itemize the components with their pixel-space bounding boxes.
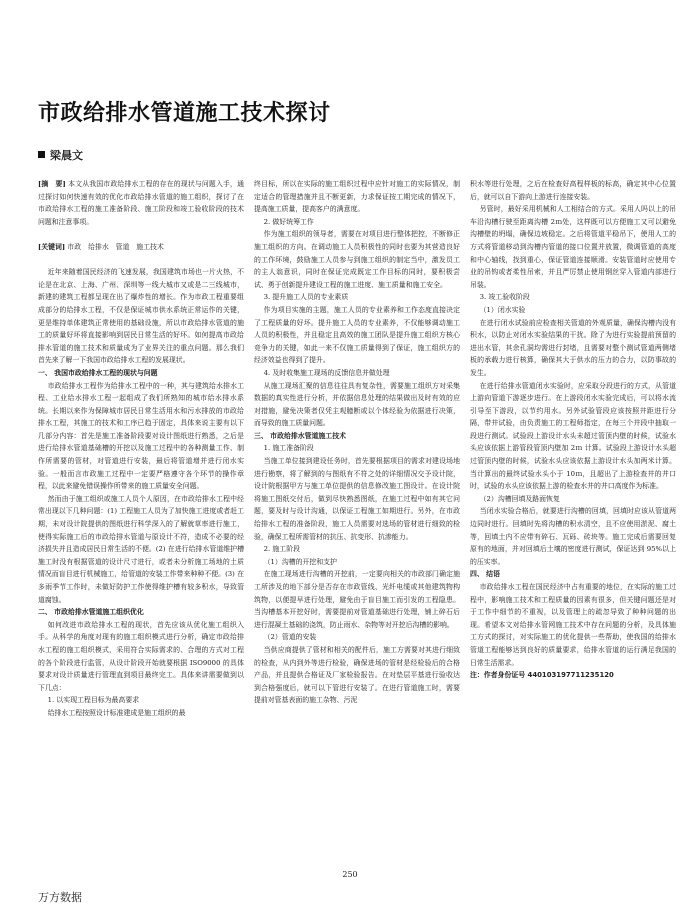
paragraph: 1. 以实现工程目标为最高要求 xyxy=(47,696,140,705)
paragraph: 2. 施工阶段 xyxy=(263,545,300,554)
paragraph: 3. 提升施工人员的专业素质 xyxy=(263,293,349,302)
paragraph: 市政给排水工程作为给排水工程中的一种，其与建筑给水排水工程、工业给水排水工程一起组成了我们所熟知的城市给水排水系统。长期以来作为保障城市居民日常生活用水和污水排放的市政给排水工程，其施工的技术和工序已趋于固定，具体来说主要有以下几部分内容：首先是施工准备阶段要对设计图纸进行熟悉，之后是进行给排水管道基础槽的开挖以及施工过程中的各种测量工作、制作所需要的管材，对管道进行安装，最后将管道增并进行闭水实验。一般而言市政施工过程中一定要严格遵守各个环节的操作章程，以此来避免错误操作所带来的施工质量安全问题。 xyxy=(38,381,244,491)
section-heading: 二、 市政给排水管道施工组织优化 xyxy=(38,608,144,617)
paragraph: 另管时，最好采用机械和人工相结合的方式。采用人吗以上的吊车沿沟槽行驶至距离沟槽 2ｍ处，这样既可以方便施工又可以避免沟槽壁的坍塌，确保边坡稳定。之后将管道平稳吊下，使用人工的方式将管道移动到沟槽内管道的接口位置并放置，微调管道的高度和中心轴线，找到重心，保证管道连接顺滑。安装管道时应使用专业的吊钩或者柔性吊索，并且严厉禁止使用钢丝穿入管道内部进行吊装。 xyxy=(470,205,676,289)
paragraph: 终目标，所以在实际的施工组织过程中应针对施工的实际情况，制定适合的管理措施并且不断更新，力求保证按工期完成的情况下，提高施工质量，提高客户的满意度。 xyxy=(254,180,460,214)
section-heading: 四、 结语 xyxy=(470,570,500,579)
paragraph: 在进行闭水试验前应检查相关管道的外观质量，确保沟槽内没有积水，以防止对闭水实验结果的干扰。除了为进行实验提前预留的进出水管，其余孔洞均需进行封堵，且需要对整个测试管道两侧堵板的承载力进行核算，确保其大于供水的压力的合力，以防事故的发生。 xyxy=(470,318,676,377)
paragraph: （2）管道的安装 xyxy=(263,633,317,642)
column-2 xyxy=(254,178,460,707)
paragraph: 如何改进市政给排水工程的现状，首先应该从优化施工组织入手。从科学的角度对现有的施工组织模式进行分析，确定市政给排水工程的施工组织模式，采用符合实际需求的、合理的方式对工程的各个阶段进行监管，从设计阶段开始就要根据 ISO9000 的具体要求对设计质量进行管理直到项目最终完工。具体来讲需要做到以下几点： xyxy=(38,620,244,692)
paragraph: 当闭水实验合格后，就要进行沟槽的回填，回填时应该从管道两边同时进行。回填时先将沟槽的积水清空，且不应使用淤泥、腐土等，回填土内不应带有碎石、瓦砾、砖块等。施工完成后需要回复原有的地面，并对回填后土壤的密度进行测试，保证达到 95%以上的压实率。 xyxy=(470,507,676,566)
paragraph: 作为施工组织的领导者，需要在对项目进行整体把控，不断修正施工组织的方向。在调动施工人员积极性的同时也要为其营造良好的工作环境，鼓励施工人员参与到施工组织的制定当中，激发员工的主人翁意识，同时在保证完成既定工作目标的同时，要积极尝试、勇于创新提升建设工程的施工进度、施工质量和施工安全。 xyxy=(254,230,460,289)
paragraph: 市政给排水工程在国民经济中占有重要的地位，在实际的施工过程中，影响施工技术和工程质量的因素有很多，但关键问题还是对于工作中细节的不重视，以及管理上的疏忽导致了种种问题的出现。希望本文对给排水管网施工技术中存在问题的分析，及具体施工方式的探讨，对实际施工的优化提供一些帮助，使我国的给排水管道工程能够达到良好的质量要求，给排水管道的运行满足我国的日常生活需求。 xyxy=(470,583,676,667)
paragraph: 2. 做好统筹工作 xyxy=(263,217,314,226)
paragraph: 3. 竣工验收阶段 xyxy=(479,293,530,302)
abstract xyxy=(38,178,244,228)
abstract-text: 本文从我国市政给排水工程的存在的现状与问题入手，通过探讨如何快速有效的优化市政给排水管道的施工组织，探讨了在市政给排水工程的施工准备阶段、施工阶段和竣工验收阶段的技术问题和注意事项。 xyxy=(38,180,244,226)
keywords xyxy=(38,241,244,254)
paragraph: 近年来随着国民经济的飞速发展，我国建筑市场也一片火热，不论是在北京、上海、广州、深圳等一线大城市又或是二三线城市，新建的建筑工程都呈现在出了爆炸性的增长。作为市政工程重要组成部分的给排水工程，不仅是保证城市供水系统正常运作的关键，更是维持单体建筑正常使用的基础设施，所以市政给排水管道的施工的质量好坏将直接影响到居民日常生活的好坏。如何提高市政给排水管道的施工技术和质量成为了业界关注的重点问题。那么我们首先来了解一下我国市政给排水工程的发展现状。 xyxy=(38,268,244,365)
keywords-label: [关键词] xyxy=(38,242,66,251)
section-heading: 三、 市政给排水管道施工技术 xyxy=(254,431,346,440)
author-line xyxy=(38,147,83,163)
paragraph: 作为项目实施的主题，施工人员的专业素养和工作态度直接决定了工程质量的好坏。提升施工人员的专业素养，不仅能够调动施工人员的积极性，并且稳定且高效的施工团队是提升施工组织方核心竞争力的关键，如此一来不仅施工质量得到了保证，施工组织方的经济效益也得到了提升。 xyxy=(254,305,460,365)
paragraph: （1）沟槽的开挖和支护 xyxy=(263,557,337,566)
paragraph: 给排水工程按照设计标准建成是施工组织的最 xyxy=(47,708,186,717)
author-name: 梁晨文 xyxy=(50,149,83,162)
paragraph: 在进行给排水管道闭水实验时，应采取分段进行的方式，从管道上游向管道下游逐步进行。在上游段闭水实验完成后，可以将水流引导至下游段，以节约用水。另外试验管段应该按照井距进行分隔，带井试验，由负责施工的工程师指定，在每三个井段中抽取一段进行测试。试验段上游设计水头未超过管顶内壁的时候，试验水头应该依据上游管段管顶内壁加 2ｍ 计算。试验段上游设计水头超过管顶内壁的时候，试验水头应该依据上游设计水头加两米计算。当计算出的最终试验水头小于 10ｍ，且超出了上游检查井的井口时，试验的水头应该依据上游的检查水井的井口高度作为标准。 xyxy=(470,381,676,491)
paragraph: 然而由于施工组织或施工人员个人原因，在市政给排水工程中经常出现以下几种问题：(1) 工程施工人员为了加快施工进度或者赶工期，未对设计院提供的图纸进行科学深入的了解就草率进行施工，使得实际施工后的市政给排水管道与原设计不符，造成不必要的经济损失并且造成居民日常生活的不便。(2) 在进行给排水管道维护槽施工时没有根据管道的设计尺寸进行，或者未分析施工场地的土质情况而盲目进行机械施工，给管道的安装工作带来种种不便。(3) 在多雨季节工作时，未做好防护工作使得维护槽有较多积水，导致管道腐蚀。 xyxy=(38,494,244,604)
paragraph: 从施工现场汇聚的信息往往具有复杂性，需要施工组织方对采集数据的真实性进行分析，并依据信息处理的结果做出及时有效的应对措施，避免决策者仅凭主观臆断或以个体经验为依据进行决策，而导致的施工质量问题。 xyxy=(254,381,460,428)
section-heading: 一、 我国市政给排水工程的现状与问题 xyxy=(38,368,158,377)
paragraph: 4. 及时收集施工现场的反馈信息并做处理 xyxy=(263,368,390,377)
section-heading: 注：作者身份证号 440103197711235120 xyxy=(470,671,614,680)
column-1-body xyxy=(38,266,244,719)
column-2-body xyxy=(254,178,460,707)
paragraph: 当供应商提供了管材和相关的配件后，施工方需要对其进行细致的检查，从内到外等进行检验，确保进场的管材是经检验后的合格产品，并且提供合格证及厂家检验报告。在对垫层平基进行验收达到合格强度后，就可以下管进行安装了。在进行管道施工时，需要提前对管基表面的施工杂物、污泥 xyxy=(254,645,460,705)
abstract-label: [摘 要] xyxy=(38,180,66,188)
square-bullet-icon xyxy=(38,151,45,158)
column-3-body xyxy=(470,178,676,682)
column-3 xyxy=(470,178,676,682)
paragraph: 在施工现场进行沟槽的开挖前，一定要向相关的市政部门确定施工所涉及的地下部分是否存在市政管线、光纤电缆或其他建筑物构筑物，以便提早进行处理，避免由于盲目施工而引发的工程隐患。当沟槽基本开挖好时，需要提前对管道基础进行处理，铺上碎石后进行混凝土基础的浇筑，防止雨水、杂物等对开挖后沟槽的影响。 xyxy=(254,570,460,629)
paragraph: 当施工单位接到建设任务时，首先要根据项目的需求对建设场地进行勘察，将了解到的与图纸有不符之处的详细情况交予设计院，设计院根据甲方与施工单位提供的信息修改施工图设计。在设计院将施工图纸交付后，做到尽快熟悉图纸，在施工过程中如有其它问题，要及时与设计沟通，以保证工程施工如期进行。另外，在市政给排水工程的准备阶段，施工人员需要对选场的管材进行细致的检验，确保工程所需管材的抗压、抗变形、抗渗能力。 xyxy=(254,457,460,541)
page-number: 250 xyxy=(342,870,358,879)
paragraph: 1. 施工准备阶段 xyxy=(263,444,314,453)
paragraph: （1）闭水实验 xyxy=(479,305,526,314)
column-1 xyxy=(38,178,244,720)
paragraph: （2）沟槽回填及路面恢复 xyxy=(479,494,560,503)
footer-brand: 万方数据 xyxy=(38,891,82,904)
page-title: 市政给排水管道施工技术探讨 xyxy=(38,101,331,126)
keywords-text: 市政 给排水 管道 施工技术 xyxy=(67,242,164,251)
paragraph: 积水等进行处理，之后在检查好高程样板的标高，确定其中心位置后，就可以自下游向上游进行连接安装。 xyxy=(470,180,676,201)
